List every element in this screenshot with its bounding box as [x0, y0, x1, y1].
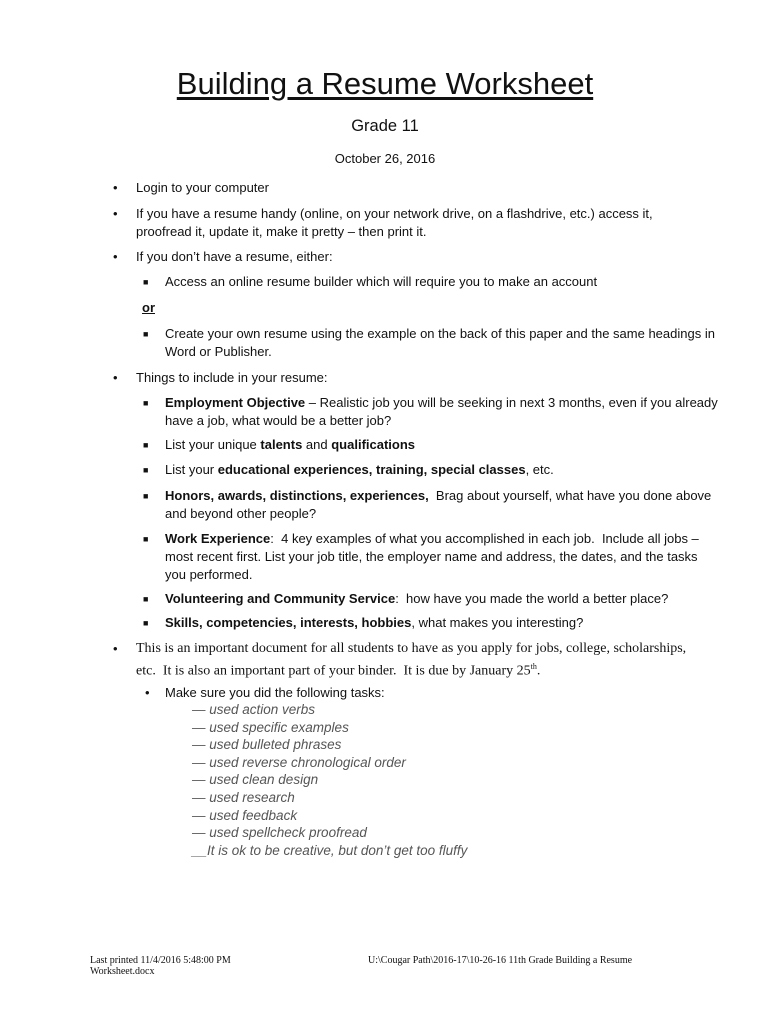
grade-label: Grade 11: [351, 117, 419, 135]
item-work-line3: you performed.: [165, 567, 253, 582]
task-item: — used spellcheck proofread: [192, 825, 367, 841]
square-bullet-icon: ■: [143, 465, 149, 475]
bullet-icon: •: [113, 641, 118, 656]
square-bullet-icon: ■: [143, 594, 149, 604]
item-create-own-line2: Word or Publisher.: [165, 344, 272, 359]
important-line2: etc. It is also an important part of your binder. It is due by January 25th.: [136, 662, 541, 679]
task-item: — used reverse chronological order: [192, 754, 406, 770]
date-label: October 26, 2016: [334, 151, 436, 166]
bullet-icon: •: [145, 685, 150, 700]
bullet-have-resume: If you have a resume handy (online, on your network drive, on a flashdrive, etc.) access it,: [136, 206, 653, 221]
footer-filename: Worksheet.docx: [90, 966, 155, 977]
square-bullet-icon: ■: [143, 618, 149, 628]
tasks-heading: Make sure you did the following tasks:: [165, 685, 385, 700]
bullet-have-resume-line2: proofread it, update it, make it pretty – then print it.: [136, 224, 427, 239]
item-create-own: Create your own resume using the example on the back of this paper and the same headings in: [165, 326, 715, 341]
task-item: — used specific examples: [192, 719, 349, 735]
bullet-dont-have: If you don’t have a resume, either:: [136, 249, 333, 264]
item-online-builder: Access an online resume builder which will require you to make an account: [165, 274, 598, 289]
item-education: List your educational experiences, training, special classes, etc.: [165, 462, 554, 477]
bullet-icon: •: [113, 370, 118, 385]
item-honors-line2: and beyond other people?: [165, 506, 317, 521]
item-volunteering: Volunteering and Community Service: how have you made the world a better place?: [165, 591, 669, 606]
bullet-icon: •: [113, 180, 118, 195]
square-bullet-icon: ■: [143, 440, 149, 450]
square-bullet-icon: ■: [143, 277, 149, 287]
item-work: Work Experience: 4 key examples of what you accomplished in each job. Include all jobs –: [165, 531, 699, 546]
square-bullet-icon: ■: [143, 491, 149, 501]
item-talents: List your unique talents and qualifications: [165, 437, 416, 452]
footer-printed: Last printed 11/4/2016 5:48:00 PM: [90, 955, 231, 966]
task-item: — used bulleted phrases: [192, 737, 342, 753]
item-objective: Employment Objective – Realistic job you will be seeking in next 3 months, even if you already: [165, 395, 718, 410]
task-item: — used research: [192, 790, 295, 805]
task-item: __It is ok to be creative, but don’t get too fluffy: [192, 842, 468, 858]
bullet-things: Things to include in your resume:: [136, 370, 328, 385]
square-bullet-icon: ■: [143, 398, 149, 408]
page-title: Building a Resume Worksheet: [176, 66, 594, 101]
or-label: or: [142, 300, 155, 315]
item-skills: Skills, competencies, interests, hobbies, what makes you interesting?: [165, 615, 584, 630]
bullet-icon: •: [113, 249, 118, 264]
task-item: — used action verbs: [192, 702, 316, 717]
footer-path: U:\Cougar Path\2016-17\10-26-16 11th Grade Building a Resume: [368, 955, 633, 966]
task-item: — used clean design: [192, 772, 319, 788]
task-item: — used feedback: [192, 807, 298, 823]
item-honors: Honors, awards, distinctions, experiences, Brag about yourself, what have you done above: [165, 488, 712, 503]
square-bullet-icon: ■: [143, 329, 149, 339]
bullet-login: Login to your computer: [136, 180, 269, 195]
important-line1: This is an important document for all students to have as you apply for jobs, college, scholarships,: [136, 641, 687, 656]
bullet-icon: •: [113, 206, 118, 221]
item-work-line2: most recent first. List your job title, the employer name and address, the dates, and the tasks: [165, 549, 698, 564]
item-objective-line2: have a job, what would be a better job?: [165, 413, 392, 428]
square-bullet-icon: ■: [143, 534, 149, 544]
